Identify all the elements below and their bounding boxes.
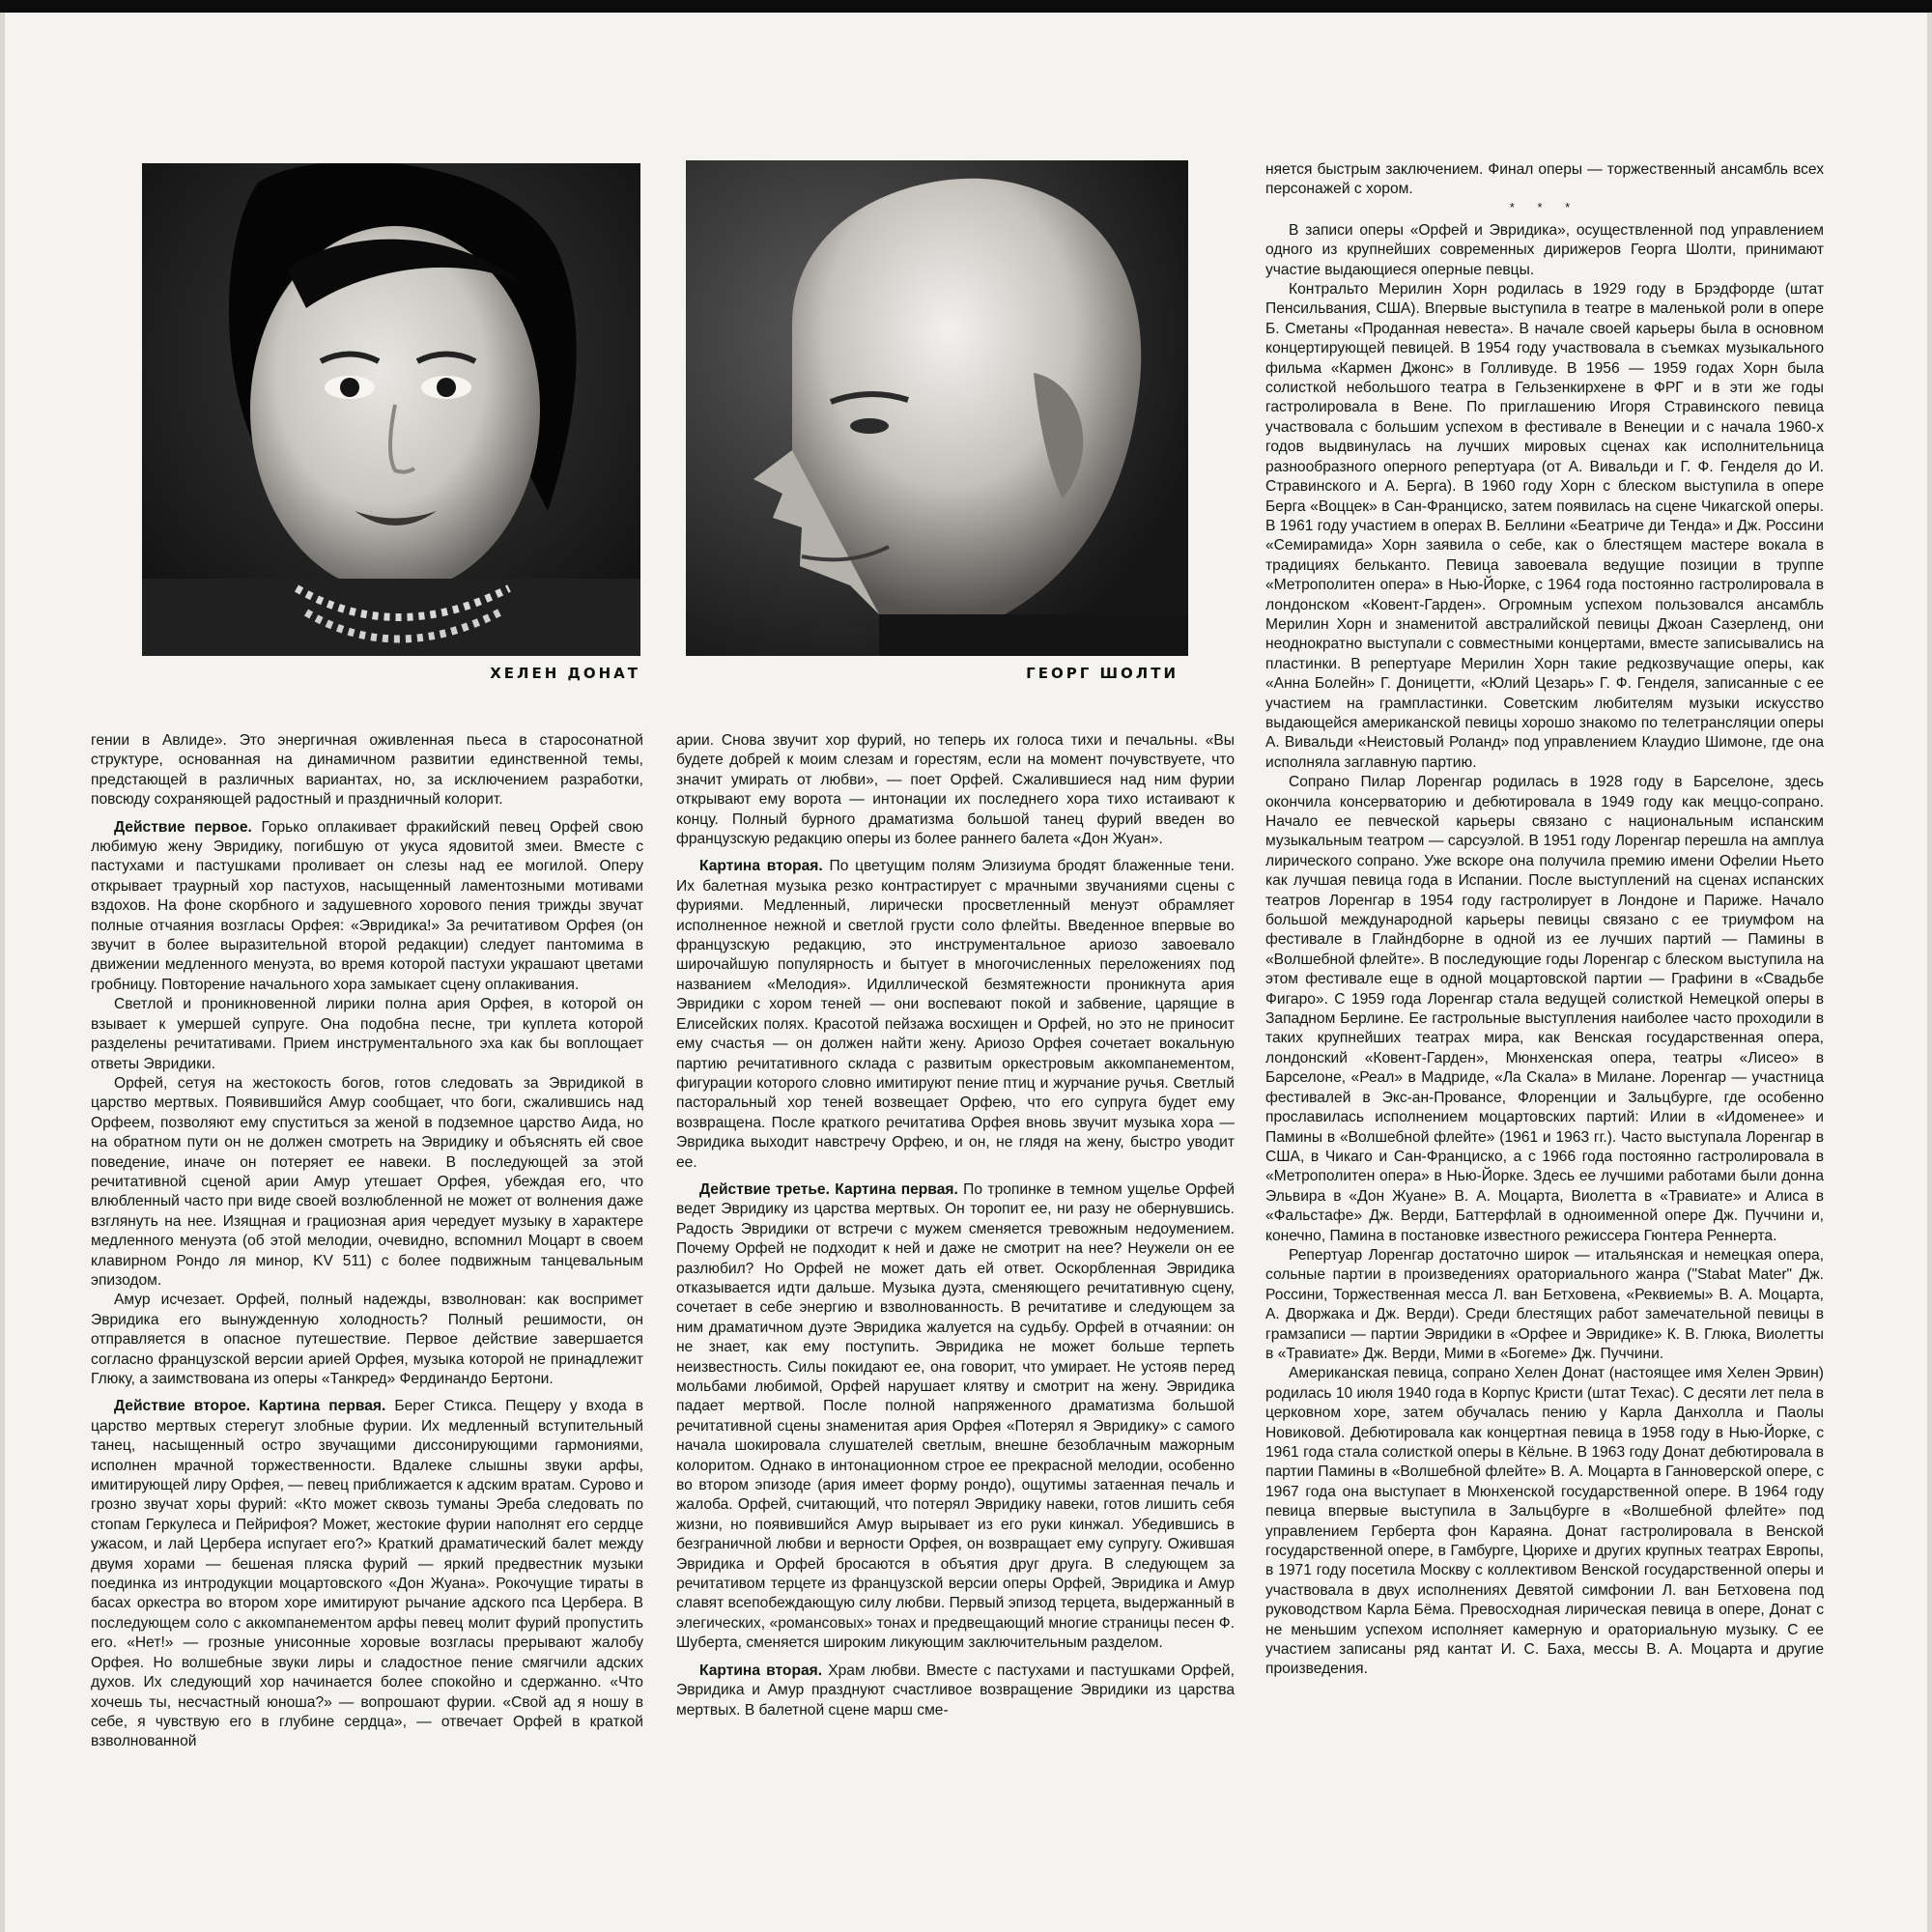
portrait-woman-image (142, 163, 640, 656)
heading-scene-two: Картина вторая. (699, 858, 823, 875)
section-divider-stars: * * * (1509, 199, 1580, 214)
paragraph-text: По тропинке в темном ущелье Орфей ведет Эвридику из царства мертвых. Он торопит ее, ни разу не обернувшись. Радость Эвридики от встречи с мужем сменяется тревожным недоумением. Почему Орфей не подходит к ней и даже не смотрит на нее? Неужели он ее разлюбил? Но Орфей не может дать ей ответ. Оскорбленная Эвридика отказывается идти дальше. Музыка дуэта, сменяющего речитативную сцену, сочетает в себе энергию и взволнованность. В речитативе и следующем за ним драматичном дуэте Эвридика жалуется на судьбу. Орфей в отчаянии: он не знает, как ему поступить. Эвридика не может больше терпеть неизвестность. Силы покидают ее, она говорит, что умирает. Не устояв перед мольбами любимой, Орфей нарушает клятву и смотрит на жену. Эвридика падает мертвой. После полной напряженного драматизма большой речитативной сцены знаменитая ария Орфея «Потерял я Эвридику» с самого начала шокировала слушателей светлым, внешне безоблачным мажорным колоритом. Однако в интонационном строе ее прекрасной мелодии, особенно во втором эпизоде (ария имеет форму рондо), ощутимы затаенная печаль и жалоба. Орфей, считающий, что потерял Эвридику навеки, готов лишить себя жизни, но появившийся Амур вырывает из его руки кинжал. Убедившись в безграничной любви и верности Орфея, он возвращает ему супругу. Ожившая Эвридика и Орфей бросаются в объятия друг друга. В следующем за речитативом терцете из французской версии оперы Орфей, Эвридика и Амур славят всепобеждающую силу любви. Первый эпизод терцета, выдержанный в элегических, «романсовых» тонах и предвещающий многие страницы песен Ф. Шуберта, сменяется широким ликующим заключительным разделом. (676, 1180, 1235, 1652)
paragraph-marilyn-horne: Контральто Мерилин Хорн родилась в 1929 году в Брэдфорде (штат Пенсильвания, США). Впервые выступила в театре в маленькой роли в опере Б. Сметаны «Проданная невеста». В начале своей карьеры была в основном концертирующей певицей. В 1954 году участвовала в съемках музыкального фильма «Кармен Джонс» в Голливуде. В 1956 — 1959 годах Хорн была солисткой небольшого театра в Гельзенкирхене в ФРГ и в эти же годы гастролировала в Вене. По приглашению Игоря Стравинского певица участвовала с большим успехом в фестивале в Венеции и с начала 1960-х годов выдвинулась на лучших мировых сценах как исполнительница разнообразного оперного репертуара (от А. Вивальди и Г. Ф. Генделя до И. Стравинского и А. Берга). В 1960 году Хорн с блеском выступила в опере Берга «Воццек» в Сан-Франциско, затем появилась на сцене Чикагской оперы. В 1961 году участием в операх В. Беллини «Беатриче ди Тенда» и Дж. Россини «Семирамида» Хорн заявила о себе, как о блестящем мастере вокала в традициях бельканто. Певица завоевала ведущие позиции в труппе «Метрополитен опера» в Нью-Йорке, с 1964 года постоянно гастролировала в лондонском «Ковент-Гарден». Огромным успехом пользовался ансамбль Мерилин Хорн и знаменитой австралийской певицы Джоан Сазерленд, они неоднократно выступали с совместными концертами, вместе записывались на пластинки. В репертуаре Мерилин Хорн такие редкозвучащие оперы, как «Анна Болейн» Г. Доницетти, «Юлий Цезарь» Г. Ф. Генделя, записанные с ее участием на грампластинки. Советским любителям музыки искусство выдающейся американской певицы хорошо знакомо по телетрансляции оперы А. Вивальди «Неистовый Роланд» под управлением Клаудио Шимоне, где она исполняла заглавную партию. (1265, 281, 1824, 771)
scan-right-edge (1927, 13, 1932, 1932)
paragraph-act-three (676, 1180, 1235, 1654)
portrait-man-image (686, 160, 1188, 656)
paragraph: арии. Снова звучит хор фурий, но теперь их голоса тихи и печальны. «Вы будете добрей к моим слезам и горестям, если на момент почувствуете, что значит умирать от любви», — поет Орфей. Сжалившиеся над ним фурии открывают ему ворота — интонации их последнего хора тихо истаивают к концу. Полный бурного драматизма большой танец фурий введен во французскую редакцию оперы из более раннего балета «Дон Жуан». (676, 732, 1235, 848)
paragraph: Светлой и проникновенной лирики полна ария Орфея, в которой он взывает к умершей супруге. Она подобна песне, три куплета которой разделены речитативами. Прием инструментального эха как бы воплощает ответы Эвридики. (91, 996, 643, 1072)
paragraph-text: Храм любви. Вместе с пастухами и пастушками Орфей, Эвридика и Амур празднуют счастливое возвращение Эвридики из царства мертвых. В балетной сцене марш сме- (676, 1662, 1235, 1719)
paragraph-helen-donath: Американская певица, сопрано Хелен Донат (настоящее имя Хелен Эрвин) родилась 10 июля 1940 года в Корпус Кристи (штат Техас). С десяти лет пела в церковном хоре, затем обучалась пению у Карла Данхолла и Паолы Новиковой. Дебютировала как концертная певица в 1958 году в Нью-Йорке, с 1961 года стала солисткой оперы в Кёльне. В 1963 году Донат дебютировала в партии Памины в «Волшебной флейте» В. А. Моцарта в Ганноверской опере, с 1967 года она выступает в Мюнхенской государственной опере. В 1964 году певица впервые выступила в Зальцбурге в «Волшебной флейте» под управлением Герберта фон Караяна. Донат гастролировала в Венской государственной опере, в Гамбурге, Цюрихе и других крупных театрах Европы, в 1971 году посетила Москву с коллективом Венской государственной оперы и участвовала в двух исполнениях Девятой симфонии Л. ван Бетховена под руководством Карла Бёма. Превосходная лирическая певица в опере, Донат с не меньшим успехом исполняет камерную и ораториальную музыку. С ее участием записаны ряд кантат И. С. Баха, мессы В. А. Моцарта и другие произведения. (1265, 1365, 1824, 1678)
paragraph-act-three-scene-two (676, 1662, 1235, 1720)
paragraph: Орфей, сетуя на жестокость богов, готов следовать за Эвридикой в царство мертвых. Появившийся Амур сообщает, что боги, сжалившись над Орфеем, позволяют ему спуститься за женой в подземное царство Аида, но на обратном пути он не должен смотреть на Эвридику и объяснять ей свое поведение, иначе он потеряет ее навеки. В последующей за этой речитативной сценой арии Амур утешает Орфея, убеждая его, что влюбленный часто при виде своей возлюбленной не может от волнения даже взглянуть на нее. Изящная и грациозная ария чередует музыку в характере медленного менуэта (об этой мелодии, очевидно, вспомнил Моцарт в своем клавирном Рондо ля минор, KV 511) с более подвижным танцевальным эпизодом. (91, 1074, 643, 1289)
heading-act-one: Действие первое. (114, 818, 252, 836)
paragraph-act-one (91, 818, 643, 996)
paragraph: няется быстрым заключением. Финал оперы — торжественный ансамбль всех персонажей с хором. (1265, 161, 1824, 198)
paragraph: гении в Авлиде». Это энергичная оживленная пьеса в старосонатной структуре, основанная на динамичном развитии единственной темы, предстающей в различных вариантах, но, за исключением разработки, повсюду сохраняющей радостный и праздничный колорит. (91, 732, 643, 809)
portrait-photo-helen-donath (142, 163, 640, 656)
paragraph-text: Берег Стикса. Пещеру у входа в царство мертвых стерегут злобные фурии. Их медленный вступительный танец, насыщенный остро звучащими диссонирующими гармониями, исполнен мрачной торжественности. Вдалеке слышны звуки арфы, имитирующей лиру Орфея, — певец приближается к адским вратам. Сурово и грозно звучат хоры фурий: «Кто может сквозь туманы Эреба следовать по стопам Геркулеса и Пейрифоя? Может, жестокие фурии наполнят его сердце ужасом, и лай Цербера испугает его?» Краткий драматический балет между двумя хорами — бешеная пляска фурий — яркий предвестник музыки поединка из интродукции моцартовского «Дон Жуана». Рокочущие тираты в басах оркестра во втором хоре имитируют рычание адского пса Цербера. В последующем соло с аккомпанементом арфы певец молит фурий пропустить его. «Нет!» — грозные унисонные хоровые возгласы прерывают жалобу Орфея. Но волшебные звуки лиры и сладостное пение смягчили адских духов. Их следующий хор начинается более спокойно и сдержанно. «Что хочешь ты, несчастный юноша?» — вопрошают фурии. «Свой ад я ношу в себе, я чувствую его в глубине сердца», — отвечает Орфей в краткой взволнованной (91, 1398, 643, 1750)
paragraph-lorengar-repertoire: Репертуар Лоренгар достаточно широк — итальянская и немецкая опера, сольные партии в произведениях ораториального жанра ("Stabat Mater" Дж. Россини, Торжественная месса Л. ван Бетховена, «Реквиемы» В. А. Моцарта, А. Дворжака и Дж. Верди). Среди блестящих работ замечательной певицы в грамзаписи — партии Эвридики в «Орфее и Эвридике» К. В. Глюка, Виолетты в «Травиате» Дж. Верди, Мими в «Богеме» Дж. Пуччини. (1265, 1246, 1824, 1362)
paragraph-act-two (91, 1397, 643, 1751)
heading-act-three-scene-one: Действие третье. Картина первая. (699, 1180, 958, 1198)
scan-top-border (0, 0, 1932, 13)
portrait-photo-georg-solti (686, 160, 1188, 656)
heading-scene-two-temple: Картина вторая. (699, 1662, 823, 1679)
text-column-left (91, 731, 643, 1752)
paragraph-text: Горько оплакивает фракийский певец Орфей свою любимую жену Эвридику, погибшую от укуса ядовитой змеи. Вместе с пастухами и пастушками проливает он слезы над ее могилой. Оперу открывает траурный хор пастухов, насыщенный ламентозными мотивами вздохов. На фоне скорбного и задушевного хорового пения трижды звучат полные отчаяния возгласы Орфея: «Эвридика!» За речитативом Орфея (он звучит в более выразительной второй редакции) следует пантомима в движении медленного менуэта, во время которой пастухи украшают цветами гробницу. Повторение начального хора замыкает сцену оплакивания. (91, 818, 643, 993)
paragraph-text: По цветущим полям Элизиума бродят блаженные тени. Их балетная музыка резко контрастирует с мрачными звучаниями сцены с фуриями. Медленный, лирически просветленный менуэт обрамляет исполненное нежной и светлой грусти соло флейты. Введенное впервые во французскую редакцию, это инструментальное ариозо завоевало широчайшую популярность и бытует в многочисленных переложениях под названием «Мелодия». Идиллической безмятежности проникнута ария Эвридики с хором теней — они воспевают покой и забвение, царящие в Елисейских полях. Красотой пейзажа восхищен и Орфей, но это не приносит ему счастья — он должен найти жену. Ариозо Орфея сочетает вокальную партию речитативного склада с развитым оркестровым аккомпанементом, фигурации которого словно имитируют пение птиц и журчание ручья. Светлый пасторальный хор теней возвещает Орфею, что его супруга будет ему возвращена. После краткого речитатива Орфея вновь звучит музыка хора — Эвридика выходит навстречу Орфею, и он, не глядя на жену, быстро уводит ее. (676, 858, 1235, 1171)
text-column-right (1265, 160, 1824, 1680)
scan-left-edge (0, 13, 5, 1932)
paragraph: В записи оперы «Орфей и Эвридика», осуществленной под управлением одного из крупнейших современных дирижеров Георга Шолти, принимают участие выдающиеся оперные певцы. (1265, 221, 1824, 278)
heading-act-two-scene-one: Действие второе. Картина первая. (114, 1398, 386, 1415)
caption-helen-donath: ХЕЛЕН ДОНАТ (490, 665, 640, 682)
paragraph-scene-two (676, 857, 1235, 1173)
text-column-middle (676, 731, 1235, 1720)
caption-georg-solti: ГЕОРГ ШОЛТИ (1026, 665, 1179, 682)
paragraph-pilar-lorengar: Сопрано Пилар Лоренгар родилась в 1928 году в Барселоне, здесь окончила консерваторию и дебютировала в 1949 году как меццо-сопрано. Начало ее певческой карьеры связано с национальным испанским музыкальным театром — сарсуэлой. В 1951 году Лоренгар перешла на амплуа лирического сопрано. Уже вскоре она получила премию имени Офелии Ньето как лучшая певица года в Испании. После выступлений на сценах испанских театров Лоренгар в 1954 году гастролирует в Лондоне и Париже. Начало большой международной карьеры певицы связано с ее триумфом на фестивале в Глайндборне в одной из ее лучших партий — Памины в «Волшебной флейте». В последующие годы Лоренгар с блеском выступила на этом фестивале еще в одной моцартовской партии — Графини в «Свадьбе Фигаро». С 1959 года Лоренгар стала ведущей солисткой Немецкой оперы в Западном Берлине. Ее гастрольные выступления наиболее часто проходили в таких крупнейших театрах мира, как Венская государственная опера, лондонский «Ковент-Гарден», Мюнхенская опера, театры «Лисео» в Барселоне, «Реал» в Мадриде, «Ла Скала» в Милане. Лоренгар — участница фестивалей в Экс-ан-Провансе, Флоренции и Зальцбурге, где особенно прославилась исполнением моцартовских партий: Илии в «Идоменее» и Памины в «Волшебной флейте» (1961 и 1963 гг.). Часто выступала Лоренгар в США, в Чикаго и Сан-Франциско, а с 1966 года постоянно гастролировала в «Метрополитен опера» в Нью-Йорке. Здесь ее лучшими работами были донна Эльвира в «Дон Жуане» В. А. Моцарта, Виолетта в «Травиате» и Алиса в «Фальстафе» Дж. Верди, Баттерфлай в одноименной опере Дж. Пуччини и, конечно, Памина в постановке известного режиссера Гюнтера Реннерта. (1265, 774, 1824, 1244)
paragraph: Амур исчезает. Орфей, полный надежды, взволнован: как воспримет Эвридика его вынужденную холодность? Полный решимости, он отправляется в опасное путешествие. Первое действие завершается согласно французской версии арией Орфея, музыка которой не принадлежит Глюку, а заимствована из оперы «Танкред» Фердинандо Бертони. (91, 1292, 643, 1387)
